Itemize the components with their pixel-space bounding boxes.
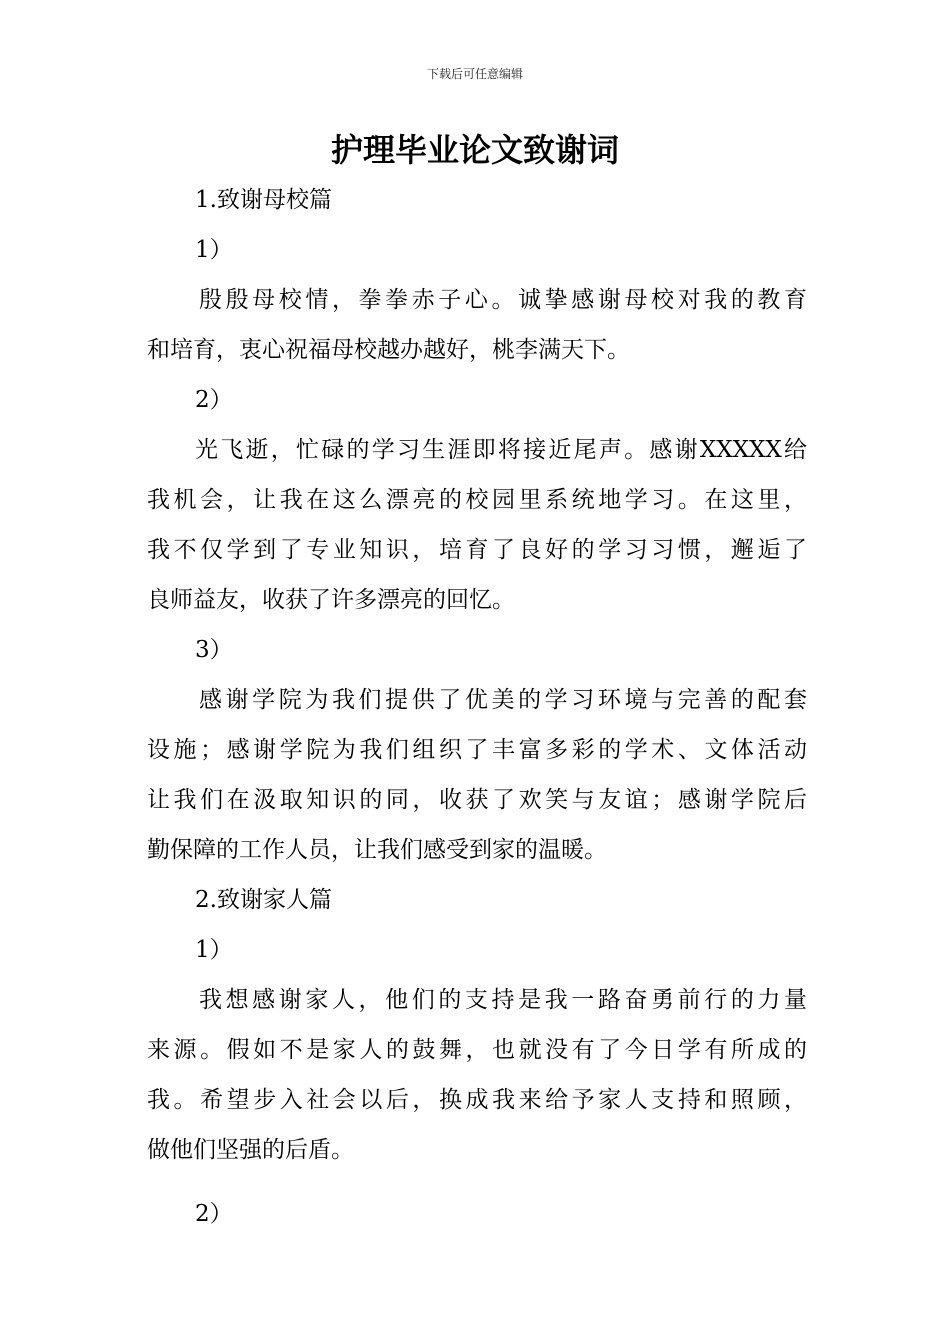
- paragraph-line: 光飞逝，忙碌的学习生涯即将接近尾声。感谢XXXXX给: [195, 437, 807, 463]
- paragraph: [147, 675, 807, 875]
- document-title: 护理毕业论文致谢词: [330, 131, 619, 169]
- subsection-label: 1）: [195, 237, 233, 263]
- paragraph-line: 我不仅学到了专业知识，培育了良好的学习习惯，邂逅了: [147, 537, 807, 563]
- header-note: 下载后可任意编辑: [426, 67, 523, 81]
- paragraph-line: 设施；感谢学院为我们组织了丰富多彩的学术、文体活动: [147, 737, 807, 763]
- paragraph-line: 我想感谢家人，他们的支持是我一路奋勇前行的力量: [199, 987, 807, 1013]
- subsection-label: 3）: [195, 637, 233, 663]
- paragraph: [147, 975, 807, 1175]
- paragraph: [147, 275, 807, 375]
- paragraph-line: 和培育，衷心祝福母校越办越好，桃李满天下。: [147, 337, 630, 363]
- paragraph-line: 我机会，让我在这么漂亮的校园里系统地学习。在这里，: [147, 487, 807, 513]
- paragraph-line: 来源。假如不是家人的鼓舞，也就没有了今日学有所成的: [147, 1037, 807, 1063]
- paragraph: [147, 425, 807, 625]
- paragraph-line: 良师益友，收获了许多漂亮的回忆。: [147, 587, 515, 613]
- paragraph-line: 勤保障的工作人员，让我们感受到家的温暖。: [147, 837, 607, 863]
- subsection-label: 2）: [195, 1201, 233, 1227]
- section-heading-alma-mater: 1.致谢母校篇: [195, 187, 332, 213]
- paragraph-line: 让我们在汲取知识的同，收获了欢笑与友谊；感谢学院后: [147, 787, 807, 813]
- section-heading-family: 2.致谢家人篇: [195, 887, 332, 913]
- document-body: [147, 175, 807, 1239]
- subsection-label: 1）: [195, 937, 233, 963]
- paragraph-line: 感谢学院为我们提供了优美的学习环境与完善的配套: [199, 687, 807, 713]
- paragraph-line: 我。希望步入社会以后，换成我来给予家人支持和照顾，: [147, 1087, 807, 1113]
- spacer: [147, 1175, 807, 1189]
- subsection-label: 2）: [195, 387, 233, 413]
- paragraph-line: 殷殷母校情，拳拳赤子心。诚挚感谢母校对我的教育: [199, 287, 807, 313]
- paragraph-line: 做他们坚强的后盾。: [147, 1137, 354, 1163]
